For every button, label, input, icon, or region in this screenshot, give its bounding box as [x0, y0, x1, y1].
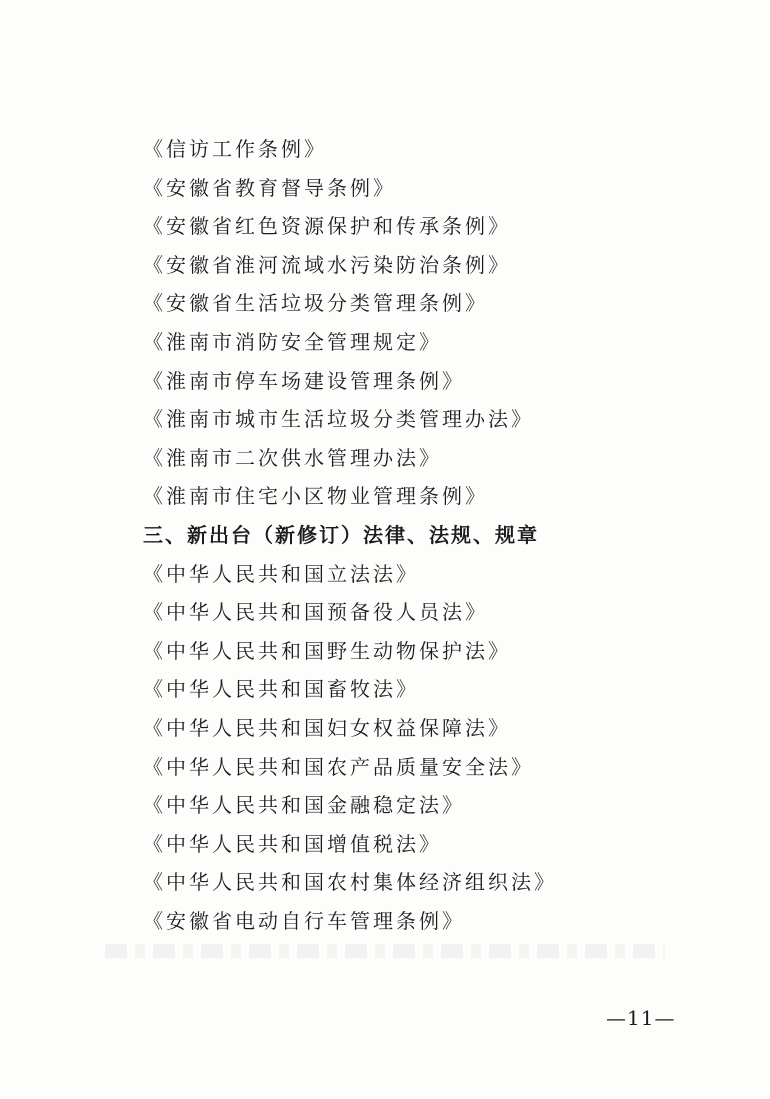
law-item: 《中华人民共和国预备役人员法》 — [143, 600, 488, 625]
regulation-item: 《淮南市消防安全管理规定》 — [143, 329, 442, 354]
regulation-item: 《淮南市二次供水管理办法》 — [143, 445, 442, 470]
page-number: —11— — [606, 1006, 676, 1030]
law-item: 《中华人民共和国野生动物保护法》 — [143, 638, 511, 663]
law-item: 《中华人民共和国金融稳定法》 — [143, 793, 465, 818]
law-item: 《中华人民共和国农产品质量安全法》 — [143, 754, 534, 779]
regulation-item: 《信访工作条例》 — [143, 137, 327, 161]
regulation-item: 《安徽省生活垃圾分类管理条例》 — [143, 291, 488, 316]
section-heading: 三、新出台（新修订）法律、法规、规章 — [143, 522, 539, 547]
regulation-item: 《安徽省红色资源保护和传承条例》 — [143, 214, 511, 239]
regulation-item: 《淮南市停车场建设管理条例》 — [143, 368, 465, 393]
regulation-item: 《淮南市城市生活垃圾分类管理办法》 — [143, 407, 534, 432]
regulation-item: 《淮南市住宅小区物业管理条例》 — [143, 484, 488, 509]
law-item: 《安徽省电动自行车管理条例》 — [143, 908, 465, 933]
scan-artifact — [105, 944, 665, 958]
regulation-item: 《安徽省淮河流域水污染防治条例》 — [143, 252, 511, 277]
law-item: 《中华人民共和国立法法》 — [143, 561, 419, 586]
law-item: 《中华人民共和国畜牧法》 — [143, 677, 419, 702]
document-body — [143, 130, 743, 940]
law-item: 《中华人民共和国增值税法》 — [143, 831, 442, 856]
regulation-item: 《安徽省教育督导条例》 — [143, 175, 396, 200]
law-item: 《中华人民共和国妇女权益保障法》 — [143, 715, 511, 740]
law-item: 《中华人民共和国农村集体经济组织法》 — [143, 870, 557, 895]
